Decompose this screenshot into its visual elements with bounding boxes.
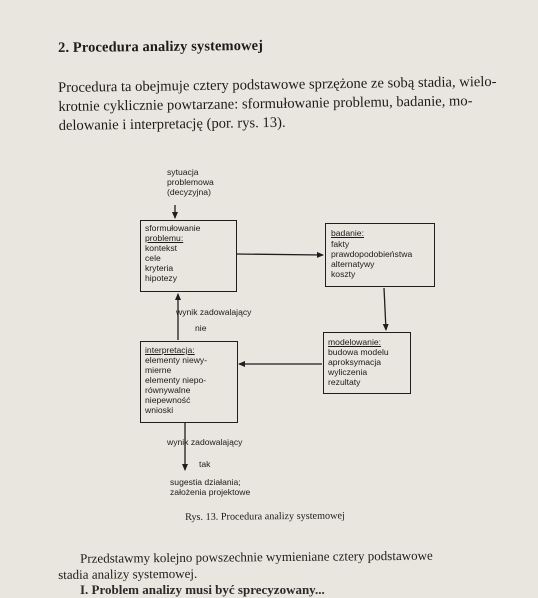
box-modeling-item-3: wyliczenia (328, 367, 368, 377)
box-modeling-item-1: budowa modelu (328, 347, 389, 357)
figure-caption: Rys. 13. Procedura analizy systemowej (185, 510, 345, 523)
box-problem-item-3: kryteria (145, 263, 174, 273)
input-situation-line-3: (decyzyjna) (167, 187, 211, 197)
box-modeling-item-2: aproksymacja (328, 357, 382, 367)
box-interpretation-title: interpretacja: (145, 345, 195, 355)
box-problem-item-1: kontekst (145, 243, 178, 253)
exit-label: wynik zadowalający (167, 437, 243, 447)
box-research-item-1: fakty (331, 239, 350, 249)
intro-line-2: krotnie cyklicznie powtarzane: sformułowanie problemu, badanie, mo- (58, 93, 473, 115)
loop-answer-no: nie (195, 323, 207, 333)
intro-line-1: Procedura ta obejmuje cztery podstawowe sprzężone ze sobą stadia, wielo- (58, 73, 497, 96)
loop-label: wynik zadowalający (176, 307, 252, 317)
output-line-1: sugestia działania; (170, 477, 241, 487)
section-heading: 2. Procedura analizy systemowej (58, 37, 264, 56)
box-research-item-2: prawdopodobieństwa (331, 249, 413, 259)
box-problem-title-2: problemu: (145, 233, 184, 243)
box-problem-title-1: sformułowanie (145, 223, 201, 233)
cut-off-line: I. Problem analizy musi być sprecyzowany... (80, 582, 325, 597)
box-interpretation-item-1: elementy niewy- (145, 355, 208, 365)
arrow-research-to-modeling (384, 288, 386, 330)
intro-line-3: delowanie i interpretację (por. rys. 13). (58, 114, 286, 134)
box-research-item-4: koszty (331, 269, 356, 279)
box-interpretation-item-5: niepewność (145, 395, 191, 405)
box-problem-item-4: hipotezy (145, 273, 178, 283)
box-problem-item-2: cele (145, 253, 161, 263)
outro-line-1: Przedstawmy kolejno powszechnie wymieniane cztery podstawowe (79, 547, 433, 566)
box-modeling-item-4: rezultaty (328, 377, 361, 387)
outro-paragraph (58, 547, 528, 583)
box-interpretation-item-3: elementy niepo- (145, 375, 207, 385)
box-modeling-title: modelowanie: (328, 337, 382, 347)
box-research-title: badanie: (331, 228, 364, 238)
outro-line-2: stadia analizy systemowej. (58, 565, 198, 582)
input-situation-line-2: problemowa (167, 177, 214, 187)
input-situation-line-1: sytuacja (167, 167, 199, 177)
output-line-2: założenia projektowe (170, 487, 251, 497)
exit-answer-yes: tak (199, 459, 211, 469)
arrow-problem-to-research (236, 254, 323, 255)
box-interpretation-item-6: wnioski (145, 405, 174, 415)
box-interpretation-item-2: mierne (145, 365, 172, 375)
box-interpretation-item-4: równywalne (145, 385, 191, 395)
box-research-item-3: alternatywy (331, 259, 375, 269)
